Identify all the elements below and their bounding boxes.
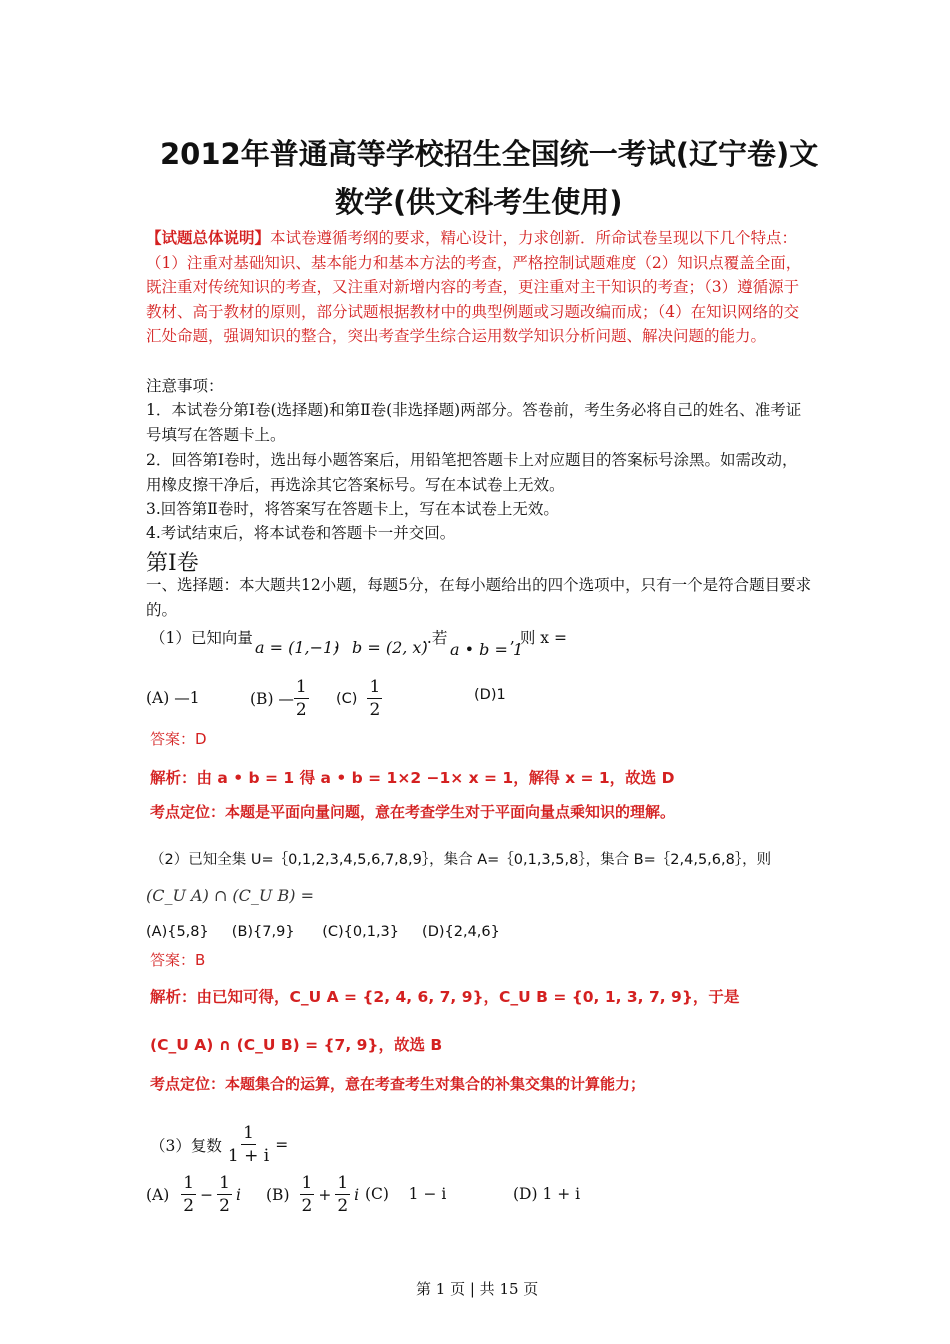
- q3-option-b-frac2: [335, 1172, 350, 1217]
- q2-stem: （2）已知全集 U=｛0,1,2,3,4,5,6,7,8,9｝，集合 A=｛0,1,3,5,8｝，集合 B=｛2,4,5,6,8｝，则: [150, 852, 772, 868]
- q3-option-b-den1: 2: [301, 1196, 313, 1216]
- q3-option-b-plus: +: [318, 1185, 332, 1204]
- intro-label: 【试题总体说明】: [146, 228, 271, 247]
- q2-result: (C_U A) ∩ (C_U B) = {7, 9}，故选 B: [150, 1036, 443, 1054]
- q3-option-b: [266, 1172, 359, 1217]
- section-heading: 第Ⅰ卷: [146, 551, 199, 576]
- q1-analysis: 解析：由 a • b = 1 得 a • b = 1×2 −1× x = 1，解得 x = 1，故选 D: [150, 769, 675, 787]
- q1-vector-b: b = (2, x): [352, 638, 428, 657]
- q1-answer: 答案：D: [150, 730, 207, 748]
- note-item-1: 1．本试卷分第Ⅰ卷(选择题)和第Ⅱ卷(非选择题)两部分。答卷前，考生务必将自己的姓名、准考证号填写在答题卡上。: [146, 401, 802, 444]
- q3-option-c: (C) 1 − i: [365, 1185, 447, 1203]
- page-title-line1: 2012年普通高等学校招生全国统一考试(辽宁卷)文: [160, 137, 819, 171]
- q3-option-b-i: i: [354, 1185, 360, 1204]
- q1-stem-prefix: （1）已知向量: [150, 629, 253, 647]
- q1-condition: a • b = 1: [450, 640, 524, 659]
- q2-expression: (C_U A) ∩ (C_U B) =: [146, 886, 314, 905]
- note-item-2: 2．回答第Ⅰ卷时，选出每小题答案后，用铅笔把答题卡上对应题目的答案标号涂黑。如需改动，用橡皮擦干净后，再选涂其它答案标号。写在本试卷上无效。: [146, 451, 798, 494]
- q1-option-b-num: 1: [295, 677, 307, 697]
- q3-option-b-num2: 1: [337, 1173, 349, 1193]
- q3-option-b-den2: 2: [337, 1196, 349, 1216]
- q1-option-d: (D)1: [474, 687, 506, 703]
- q3-option-a-minus: −: [200, 1185, 214, 1204]
- q1-option-b-label: (B) —: [250, 689, 294, 708]
- q3-option-a-frac2: [217, 1172, 232, 1217]
- q3-option-a-den2: 2: [219, 1196, 230, 1216]
- notes-heading: 注意事项：: [146, 377, 224, 395]
- q3-option-b-num1: 1: [301, 1173, 313, 1193]
- intro-text: 本试卷遵循考纲的要求，精心设计，力求创新．所命试卷呈现以下几个特点：（1）注重对基础知识、基本能力和基本方法的考查，严格控制试题难度（2）知识点覆盖全面，既注重对传统知识的考查，又注重对新增内容的考查，更注重对主干知识的考查；（3）遵循源于教材、高于教材的原则，部分试题根据教材中的典型例题或习题改编而成；（4）在知识网络的交汇处命题，强调知识的整合，突出考查学生综合运用数学知识分析问题、解决问题的能力。: [146, 229, 802, 345]
- q3-stem: （3）复数: [150, 1136, 222, 1155]
- note-item-4: 4.考试结束后，将本试卷和答题卡一并交回。: [146, 524, 456, 542]
- q1-knowledge-point: 考点定位：本题是平面向量问题，意在考查学生对于平面向量点乘知识的理解。: [150, 803, 676, 821]
- q3-equals: =: [275, 1135, 289, 1154]
- q1-option-c-num: 1: [369, 677, 381, 697]
- page-footer: 第 1 页 | 共 15 页: [416, 1280, 539, 1298]
- q3-option-a-den1: 2: [183, 1196, 195, 1216]
- q3-fraction: [226, 1122, 271, 1167]
- q1-option-c-den: 2: [369, 700, 381, 720]
- note-item-3: 3.回答第Ⅱ卷时，将答案写在答题卡上，写在本试卷上无效。: [146, 500, 559, 518]
- q3-option-a-label: (A): [146, 1185, 170, 1204]
- q2-answer: 答案：B: [150, 951, 206, 969]
- q3-fraction-num: 1: [243, 1123, 254, 1143]
- q1-option-c-label: (C): [336, 690, 358, 707]
- q1-option-b: [250, 676, 309, 721]
- intro-paragraph: [146, 226, 812, 349]
- q1-option-a: (A) —1: [146, 689, 200, 707]
- section-intro: 一、选择题：本大题共12小题，每题5分，在每小题给出的四个选项中，只有一个是符合题目要求的。: [146, 576, 812, 619]
- q1-then: , 则 x =: [510, 629, 567, 647]
- q3-stem-line: [150, 1122, 288, 1167]
- q2-options: (A){5,8} (B){7,9} (C){0,1,3} (D){2,4,6}: [146, 924, 500, 940]
- q1-vector-a: a = (1,−1): [255, 638, 340, 657]
- q1-option-c-fraction: [367, 676, 382, 721]
- q1-option-b-fraction: [294, 676, 309, 721]
- q3-option-a-num2: 1: [219, 1173, 230, 1193]
- q1-option-c: [336, 676, 382, 721]
- q1-if: ..若: [422, 629, 448, 647]
- q3-option-a-num1: 1: [183, 1173, 195, 1193]
- q3-option-b-frac1: [300, 1172, 315, 1217]
- q1-separator: ，: [334, 633, 351, 652]
- q1-option-b-den: 2: [295, 700, 307, 720]
- page-title-line2: 数学(供文科考生使用): [335, 185, 623, 219]
- q3-option-b-label: (B): [266, 1185, 290, 1204]
- q3-option-d: (D) 1 + i: [513, 1185, 581, 1203]
- q3-option-a-i: i: [235, 1185, 241, 1204]
- q3-option-a-frac1: [181, 1172, 196, 1217]
- q2-knowledge-point: 考点定位：本题集合的运算，意在考查考生对集合的补集交集的计算能力；: [150, 1075, 646, 1093]
- q3-option-a: [146, 1172, 241, 1217]
- q2-analysis: 解析：由已知可得，C_U A = {2, 4, 6, 7, 9}，C_U B = {0, 1, 3, 7, 9}，于是: [150, 988, 740, 1006]
- q3-fraction-den: 1 + i: [227, 1146, 270, 1166]
